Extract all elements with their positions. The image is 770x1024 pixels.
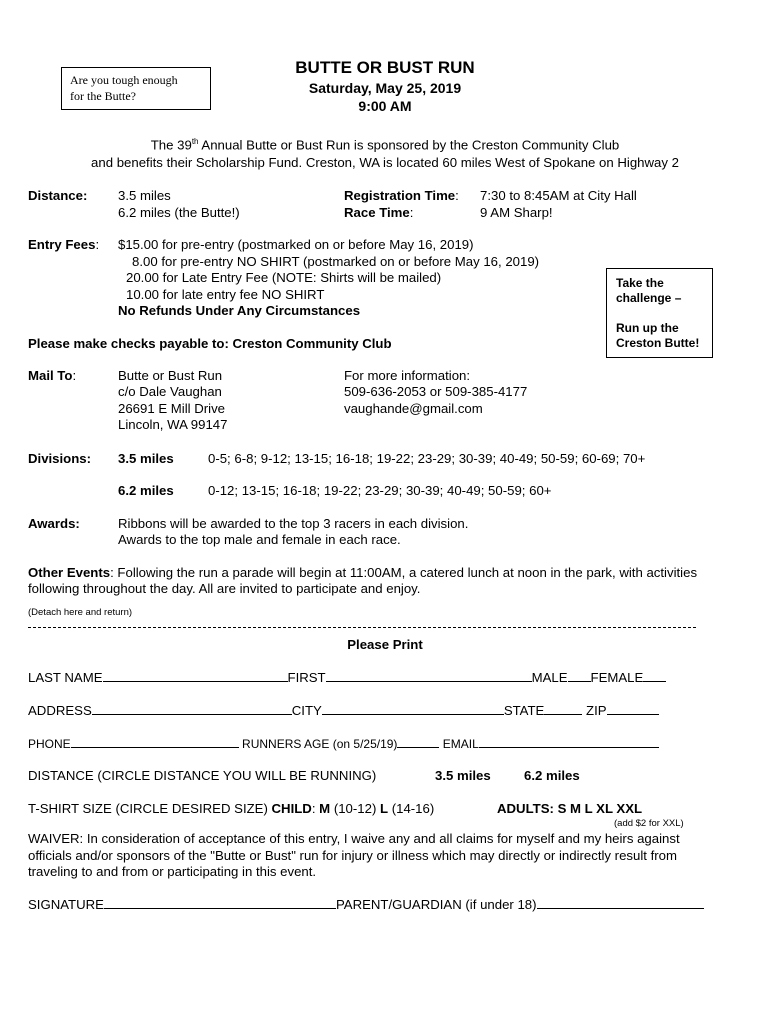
mail-line2: c/o Dale Vaughan	[118, 384, 222, 399]
intro-line2: and benefits their Scholarship Fund. Creston, WA is located 60 miles West of Spokane on Highway 2	[91, 155, 679, 170]
entry-fees-label: Entry Fees:	[28, 237, 100, 252]
fee-line3: 20.00 for Late Entry Fee (NOTE: Shirts will be mailed)	[126, 270, 442, 285]
other-events-line2: following throughout the day. All are invited to participate and enjoy.	[28, 581, 421, 596]
address-row: ADDRESS CITY STATE ZIP	[28, 703, 659, 718]
tagline-box	[61, 67, 211, 110]
tshirt-row: T-SHIRT SIZE (CIRCLE DESIRED SIZE) CHILD: M (10-12) L (14-16)	[28, 801, 435, 816]
distance-choice-6-2[interactable]: 6.2 miles	[524, 768, 580, 783]
event-date: Saturday, May 25, 2019	[308, 80, 462, 96]
challenge-box: Take the challenge – Run up the Creston Butte!	[606, 268, 713, 358]
first-name-field[interactable]	[326, 670, 532, 682]
page-title: BUTTE OR BUST RUN	[295, 58, 475, 77]
please-print: Please Print	[347, 637, 423, 652]
race-time-value: 9 AM Sharp!	[480, 205, 553, 220]
parent-signature-field[interactable]	[537, 897, 704, 909]
city-field[interactable]	[322, 703, 504, 715]
state-field[interactable]	[544, 703, 582, 715]
division-3-5-ages: 0-5; 6-8; 9-12; 13-15; 16-18; 19-22; 23-29; 30-39; 40-49; 50-59; 60-69; 70+	[208, 451, 646, 466]
awards-line2: Awards to the top male and female in each race.	[118, 532, 401, 547]
email-field[interactable]	[479, 736, 659, 748]
signature-field[interactable]	[104, 897, 336, 909]
tshirt-adult-sizes[interactable]: S M L XL XXL	[557, 801, 643, 816]
distance-choice-3-5[interactable]: 3.5 miles	[435, 768, 491, 783]
division-6-2-ages: 0-12; 13-15; 16-18; 19-22; 23-29; 30-39; 40-49; 50-59; 60+	[208, 483, 552, 498]
registration-time-value: 7:30 to 8:45AM at City Hall	[480, 188, 637, 203]
tagline-line2: for the Butte?	[70, 89, 136, 103]
runners-age-field[interactable]	[397, 736, 439, 748]
waiver-line1: WAIVER: In consideration of acceptance of this entry, I waive any and all claims for myself and my heirs against	[28, 831, 680, 846]
waiver-line2: officials and/or sponsors of the "Butte or Bust" run for injury or illness which may directly or indirectly result from	[28, 848, 677, 863]
phone-row: PHONE RUNNERS AGE (on 5/25/19) EMAIL	[28, 736, 659, 751]
last-name-field[interactable]	[103, 670, 288, 682]
registration-time: Registration Time:	[344, 188, 459, 203]
waiver-line3: traveling to and from or participating in this event.	[28, 864, 317, 879]
name-row: LAST NAME FIRST MALE FEMALE	[28, 670, 666, 685]
mail-line1: Butte or Bust Run	[118, 368, 223, 383]
intro-line1: The 39th Annual Butte or Bust Run is sponsored by the Creston Community Club	[150, 137, 620, 153]
division-3-5-label: 3.5 miles	[118, 451, 174, 466]
zip-field[interactable]	[607, 703, 659, 715]
other-events-line1: Other Events: Following the run a parade will begin at 11:00AM, a catered lunch at noon in the park, with activities	[28, 565, 698, 580]
mail-to-label: Mail To:	[28, 368, 77, 383]
distance-label: Distance:	[28, 188, 88, 203]
info-email: vaughande@gmail.com	[344, 401, 483, 416]
divisions-label: Divisions:	[28, 451, 92, 466]
phone-field[interactable]	[71, 736, 239, 748]
no-refunds: No Refunds Under Any Circumstances	[118, 303, 361, 318]
fee-line1: $15.00 for pre-entry (postmarked on or before May 16, 2019)	[118, 237, 474, 252]
tshirt-adults: ADULTS: S M L XL XXL	[497, 801, 643, 816]
distance-opt2: 6.2 miles (the Butte!)	[118, 205, 240, 220]
info-phone: 509-636-2053 or 509-385-4177	[344, 384, 528, 399]
mail-line4: Lincoln, WA 99147	[118, 417, 228, 432]
xxl-note: (add $2 for XXL)	[614, 818, 684, 829]
division-6-2-label: 6.2 miles	[118, 483, 174, 498]
distance-choice-label: DISTANCE (CIRCLE DISTANCE YOU WILL BE RUNNING)	[28, 768, 377, 783]
race-time: Race Time:	[344, 205, 414, 220]
tagline-line1: Are you tough enough	[70, 73, 178, 87]
info-line1: For more information:	[344, 368, 471, 383]
awards-line1: Ribbons will be awarded to the top 3 racers in each division.	[118, 516, 469, 531]
awards-label: Awards:	[28, 516, 80, 531]
tshirt-child-l[interactable]: L	[380, 801, 389, 816]
male-field[interactable]	[568, 670, 591, 682]
detach-note: (Detach here and return)	[28, 607, 133, 618]
distance-opt1: 3.5 miles	[118, 188, 171, 203]
detach-dashed-line	[28, 627, 696, 628]
event-time: 9:00 AM	[358, 98, 412, 114]
checks-payable: Please make checks payable to: Creston Community Club	[28, 336, 392, 351]
tshirt-child-m[interactable]: M	[319, 801, 331, 816]
mail-line3: 26691 E Mill Drive	[118, 401, 226, 416]
address-field[interactable]	[92, 703, 292, 715]
signature-row: SIGNATURE PARENT/GUARDIAN (if under 18)	[28, 897, 704, 912]
female-field[interactable]	[643, 670, 666, 682]
fee-line2: 8.00 for pre-entry NO SHIRT (postmarked on or before May 16, 2019)	[132, 254, 540, 269]
fee-line4: 10.00 for late entry fee NO SHIRT	[126, 287, 325, 302]
